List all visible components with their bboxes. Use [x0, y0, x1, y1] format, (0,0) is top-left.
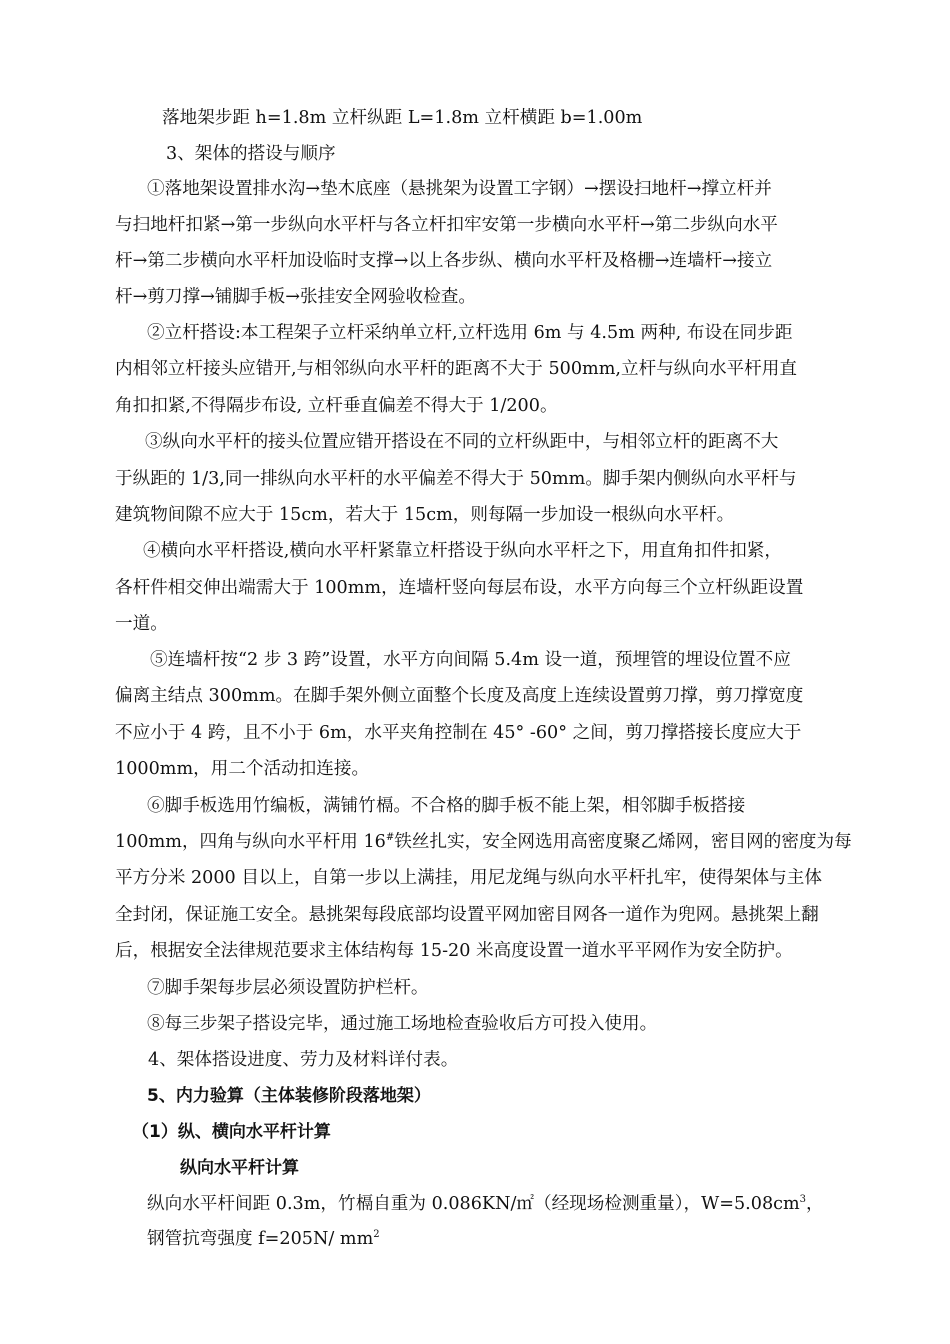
text-line: 杆→第二步横向水平杆加设临时支撑→以上各步纵、横向水平杆及格栅→连墙杆→接立: [115, 251, 773, 271]
superscript: 2: [373, 1229, 380, 1240]
text-line: 各杆件相交伸出端需大于 100mm，连墙杆竖向每层布设，水平方向每三个立杆纵距设置: [115, 578, 804, 598]
text-line: 落地架步距 h=1.8m 立杆纵距 L=1.8m 立杆横距 b=1.00m: [162, 108, 643, 128]
subsection-heading: （1）纵、横向水平杆计算: [132, 1122, 331, 1142]
text-line: 1000mm，用二个活动扣连接。: [115, 759, 370, 779]
text-line: 建筑物间隙不应大于 15cm，若大于 15cm，则每隔一步加设一根纵向水平杆。: [115, 505, 735, 525]
section-heading: 3、架体的搭设与顺序: [166, 144, 336, 164]
text-line: 全封闭，保证施工安全。悬挑架每段底部均设置平网加密目网各一道作为兜网。悬挑架上翻: [115, 905, 819, 925]
text-line: 一道。: [115, 614, 168, 634]
text-line: 与扫地杆扣紧→第一步纵向水平杆与各立杆扣牢安第一步横向水平杆→第二步纵向水平: [115, 215, 778, 235]
text-line: ⑧每三步架子搭设完毕，通过施工场地检查验收后方可投入使用。: [147, 1014, 658, 1034]
superscript: #: [385, 832, 395, 843]
text-line: 后，根据安全法律规范要求主体结构每 15-20 米高度设置一道水平平网作为安全防护。: [115, 941, 793, 961]
subsection-heading: 纵向水平杆计算: [180, 1158, 299, 1178]
text-line: 于纵距的 1/3,同一排纵向水平杆的水平偏差不得大于 50mm。脚手架内侧纵向水平杆与: [115, 469, 797, 489]
text-fragment: 铁丝扎实，安全网选用高密度聚乙烯网，密目网的密度为每: [394, 832, 852, 852]
text-line: 内相邻立杆接头应错开,与相邻纵向水平杆的距离不大于 500mm,立杆与纵向水平杆用直: [115, 359, 797, 379]
text-line: 平方分米 2000 目以上，自第一步以上满挂，用尼龙绳与纵向水平杆扎牢，使得架体与主体: [115, 868, 822, 888]
text-line: 杆→剪刀撑→铺脚手板→张挂安全网验收检查。: [115, 287, 476, 307]
superscript: 3: [799, 1194, 807, 1205]
text-fragment: 纵向水平杆间距 0.3m，竹槅自重为 0.086KN/㎡（经现场检测重量），W=5.08cm: [147, 1194, 800, 1214]
text-line: ⑥脚手板选用竹编板，满铺竹槅。不合格的脚手板不能上架，相邻脚手板搭接: [147, 796, 746, 816]
text-line: ③纵向水平杆的接头位置应错开搭设在不同的立杆纵距中，与相邻立杆的距离不大: [145, 432, 779, 452]
text-line: ⑤连墙杆按“2 步 3 跨”设置，水平方向间隔 5.4m 设一道，预埋管的埋设位置不应: [150, 650, 791, 670]
text-fragment: 钢管抗弯强度 f=205N/ mm: [147, 1229, 374, 1249]
text-line: ②立杆搭设:本工程架子立杆采纳单立杆,立杆选用 6m 与 4.5m 两种, 布设在同步距: [147, 323, 793, 343]
text-line: 偏离主结点 300mm。在脚手架外侧立面整个长度及高度上连续设置剪刀撑，剪刀撑宽度: [115, 686, 804, 706]
text-line: 角扣扣紧,不得隔步布设, 立杆垂直偏差不得大于 1/200。: [115, 396, 558, 416]
section-heading: 5、内力验算（主体装修阶段落地架）: [147, 1086, 431, 1106]
text-fragment: ，: [806, 1194, 824, 1214]
text-line: [147, 1227, 380, 1251]
text-line: 4、架体搭设进度、劳力及材料详付表。: [148, 1050, 459, 1070]
text-line: [115, 830, 852, 854]
text-fragment: 100mm，四角与纵向水平杆用 16: [115, 832, 386, 852]
text-line: ④横向水平杆搭设,横向水平杆紧靠立杆搭设于纵向水平杆之下，用直角扣件扣紧，: [143, 541, 782, 561]
text-line: ⑦脚手架每步层必须设置防护栏杆。: [147, 978, 429, 998]
text-line: [147, 1192, 824, 1216]
text-line: 不应小于 4 跨，且不小于 6m，水平夹角控制在 45° -60° 之间，剪刀撑搭接长度应大于: [115, 723, 802, 743]
text-line: ①落地架设置排水沟→垫木底座（悬挑架为设置工字钢）→摆设扫地杆→撑立杆并: [147, 179, 772, 199]
